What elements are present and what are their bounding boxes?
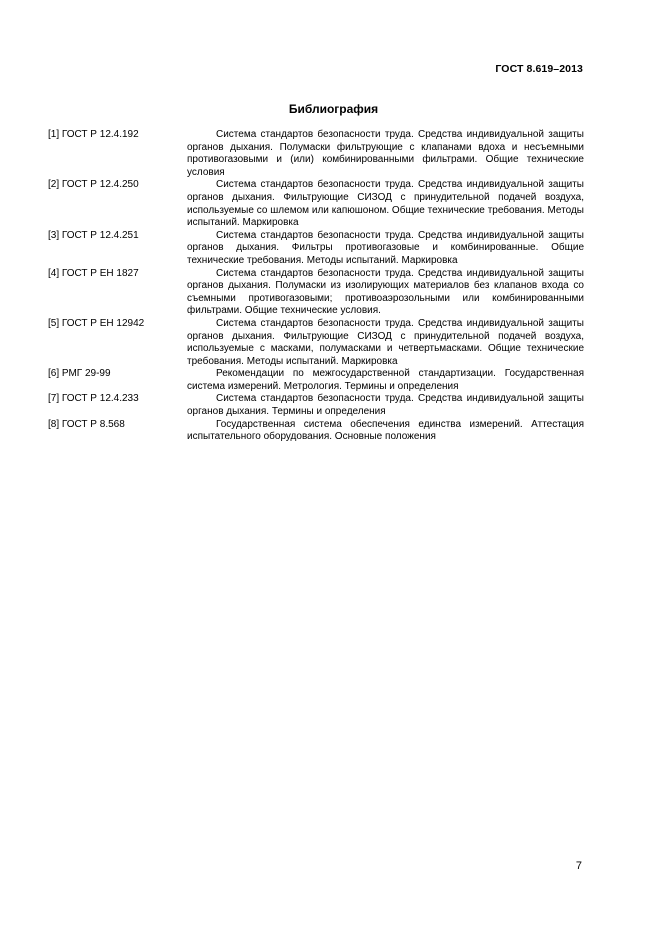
entry-description: Система стандартов безопасности труда. Средства индивидуальной защиты органов дыхания. Термины и определения [187, 393, 584, 418]
entry-description: Система стандартов безопасности труда. Средства индивидуальной защиты органов дыхания. Фильтрующие СИЗОД с принудительной подачей воздуха, используемые с масками, полумасками и четвертьмасками. Общие технические требования. Методы испытаний. Маркировка [187, 317, 584, 367]
bibliography-entry [48, 230, 584, 268]
entry-reference: [3] ГОСТ Р 12.4.251 [48, 229, 139, 241]
document-code-header: ГОСТ 8.619–2013 [495, 63, 583, 75]
bibliography-entry [48, 368, 584, 393]
entry-description: Государственная система обеспечения единства измерений. Аттестация испытательного оборудования. Основные положения [187, 418, 584, 443]
entry-reference: [8] ГОСТ Р 8.568 [48, 418, 125, 430]
bibliography-entry [48, 179, 584, 229]
bibliography-entry [48, 393, 584, 418]
entry-description: Система стандартов безопасности труда. Средства индивидуальной защиты органов дыхания. Фильтры противогазовые и комбинированные. Общие технические требования. Методы испытаний. Маркировка [187, 229, 584, 266]
entry-reference: [1] ГОСТ Р 12.4.192 [48, 129, 139, 140]
bibliography-entry [48, 268, 584, 318]
entry-description: Система стандартов безопасности труда. Средства индивидуальной защиты органов дыхания. Полумаски фильтрующие с клапанами вдоха и несъемными противогазовыми и (или) комбинированными фильтрами. Общие технические условия [187, 129, 584, 178]
entry-reference: [7] ГОСТ Р 12.4.233 [48, 393, 139, 405]
bibliography-entry [48, 129, 584, 179]
entry-reference: [5] ГОСТ Р ЕН 12942 [48, 317, 145, 329]
entry-reference: [4] ГОСТ Р ЕН 1827 [48, 267, 139, 279]
page-number: 7 [575, 860, 582, 872]
section-title: Библиография [288, 102, 379, 116]
entry-description: Система стандартов безопасности труда. Средства индивидуальной защиты органов дыхания. Фильтрующие СИЗОД с принудительной подачей воздуха, используемые со шлемом или капюшоном. Общие технические требования. Методы испытаний. Маркировка [187, 179, 584, 229]
entry-description: Система стандартов безопасности труда. Средства индивидуальной защиты органов дыхания. Полумаски из изолирующих материалов без клапанов входа со съемными противогазовыми; противоаэрозольными или комбинированными фильтрами. Общие технические условия. [187, 267, 584, 317]
entry-description: Рекомендации по межгосударственной стандартизации. Государственная система измерений. Метрология. Термины и определения [187, 368, 584, 392]
bibliography-entry [48, 318, 584, 368]
entry-reference: [2] ГОСТ Р 12.4.250 [48, 179, 139, 191]
entry-reference: [6] РМГ 29-99 [48, 368, 111, 380]
bibliography-list [48, 129, 584, 444]
bibliography-entry [48, 419, 584, 444]
